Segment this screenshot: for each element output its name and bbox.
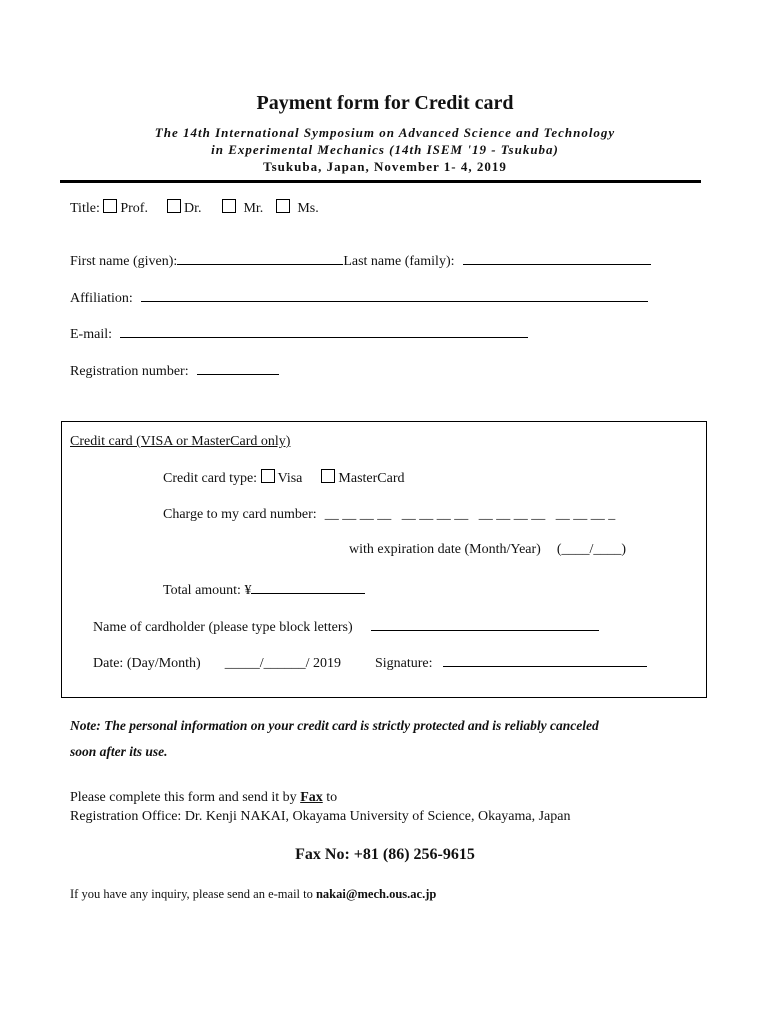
title-option-mr: Mr. [243,201,264,216]
card-type-label: Credit card type: [163,471,258,486]
first-name-field[interactable] [177,250,343,265]
card-type-row [163,469,405,487]
card-number-label: Charge to my card number: [163,507,317,522]
instructions-text-end: to [322,790,338,805]
instructions-text: Please complete this form and send it by [70,790,301,805]
last-name-label: Last name (family): [343,254,455,269]
checkbox-dr[interactable] [167,199,181,213]
privacy-note: Note: The personal information on your credit card is strictly protected and is reliably canceled [70,718,599,733]
amount-row [163,579,365,599]
registration-label: Registration number: [70,364,189,379]
registration-office: Registration Office: Dr. Kenji NAKAI, Okayama University of Science, Okayama, Japan [70,809,571,824]
first-name-label: First name (given): [70,254,178,269]
card-number-row [163,507,615,523]
registration-row [70,360,279,380]
date-signature-row [93,652,647,672]
fax-emphasis: Fax [300,790,323,805]
expiration-field[interactable]: (____/____) [556,542,627,557]
expiration-row [349,542,626,558]
symposium-location-date: Tsukuba, Japan, November 1- 4, 2019 [263,159,507,174]
card-number-field[interactable]: __ __ __ __ __ __ __ __ __ __ __ __ __ __ __ _ [324,507,616,522]
affiliation-field[interactable] [141,287,648,302]
checkbox-mastercard[interactable] [321,469,335,483]
symposium-name: The 14th International Symposium on Advanced Science and Technology [154,125,616,140]
cardholder-label: Name of cardholder (please type block letters) [93,620,353,635]
fax-number: Fax No: +81 (86) 256-9615 [295,846,475,863]
checkbox-prof[interactable] [103,199,117,213]
checkbox-visa[interactable] [261,469,275,483]
amount-field[interactable] [251,579,365,594]
affiliation-label: Affiliation: [70,291,133,306]
affiliation-row [70,287,648,307]
expiration-label: with expiration date (Month/Year) [349,542,541,557]
date-field[interactable]: _____/______/ 2019 [224,656,341,671]
inquiry-email[interactable]: nakai@mech.ous.ac.jp [315,887,437,901]
title-option-dr: Dr. [183,201,202,216]
card-type-mastercard: MasterCard [338,471,405,486]
name-row [70,250,651,270]
email-label: E-mail: [70,327,112,342]
title-option-ms: Ms. [297,201,319,216]
inquiry-line [70,887,436,902]
instructions-line [70,790,337,806]
card-type-visa: Visa [277,471,303,486]
form-title: Payment form for Credit card [256,92,514,114]
signature-field[interactable] [443,652,647,667]
amount-label: Total amount: ¥ [163,583,252,598]
header-divider [60,180,701,183]
date-label: Date: (Day/Month) [93,656,201,671]
checkbox-ms[interactable] [276,199,290,213]
title-label: Title: [70,201,100,216]
signature-label: Signature: [374,656,433,671]
cardholder-row [93,616,599,636]
credit-card-heading: Credit card (VISA or MasterCard only) [70,434,291,449]
title-row [70,199,319,217]
title-option-prof: Prof. [120,201,148,216]
email-field[interactable] [120,323,528,338]
last-name-field[interactable] [463,250,651,265]
inquiry-text: If you have any inquiry, please send an e-mail to [70,887,316,901]
privacy-note-continued: soon after its use. [70,744,168,759]
cardholder-field[interactable] [371,616,599,631]
symposium-name-continued: in Experimental Mechanics (14th ISEM '19 - Tsukuba) [211,142,559,157]
email-row [70,323,528,343]
registration-field[interactable] [197,360,279,375]
checkbox-mr[interactable] [222,199,236,213]
